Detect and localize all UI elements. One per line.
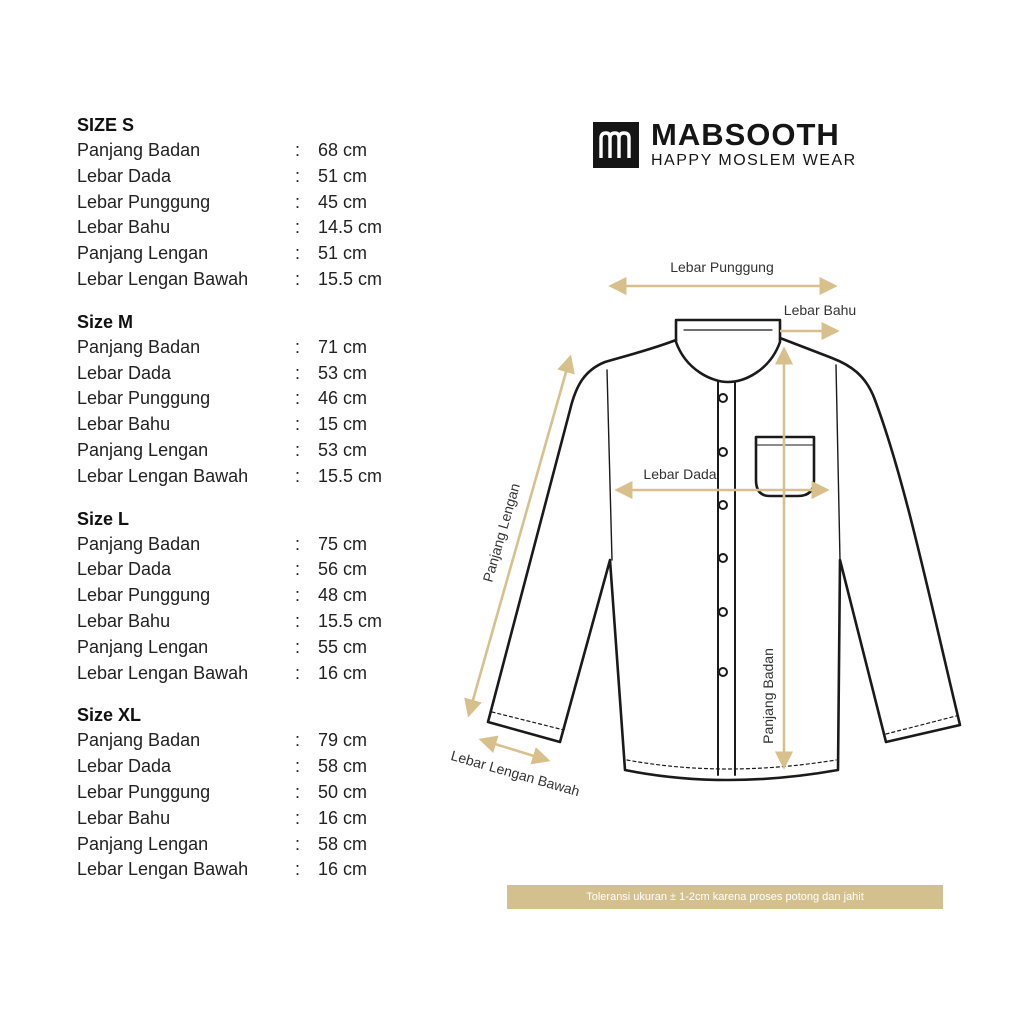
measurement-label: Panjang Lengan: [77, 833, 209, 854]
measurement-value: 16 cm: [318, 807, 368, 828]
size-title: Size XL: [77, 705, 142, 726]
measurement-value: 15.5 cm: [318, 268, 383, 289]
label-lebar-lengan-bawah: Lebar Lengan Bawah: [449, 747, 582, 800]
label-panjang-badan: Panjang Badan: [760, 648, 776, 744]
colon: :: [295, 662, 301, 683]
measurement-label: Lebar Bahu: [77, 414, 171, 435]
measurement-label: Lebar Dada: [77, 756, 172, 777]
measurement-label: Lebar Lengan Bawah: [77, 859, 249, 880]
measurement-value: 48 cm: [318, 585, 368, 606]
arrow-lebar-lengan-bawah: [482, 740, 547, 760]
measurement-value: 16 cm: [318, 662, 368, 683]
measurement-label: Lebar Dada: [77, 362, 172, 383]
label-lebar-dada: Lebar Dada: [643, 466, 717, 482]
measurement-label: Lebar Bahu: [77, 610, 171, 631]
colon: :: [295, 559, 301, 580]
shirt-outline: [488, 320, 960, 780]
right-cuff-line: [886, 716, 956, 734]
shirt-buttons: [719, 394, 727, 676]
measurement-label: Lebar Punggung: [77, 585, 211, 606]
brand-name: MABSOOTH: [651, 117, 840, 152]
measurement-label: Lebar Punggung: [77, 781, 211, 802]
measurement-value: 56 cm: [318, 559, 368, 580]
colon: :: [295, 781, 301, 802]
measurement-value: 53 cm: [318, 362, 368, 383]
size-title: Size L: [77, 508, 130, 529]
measurement-value: 79 cm: [318, 730, 368, 751]
tolerance-note: Toleransi ukuran ± 1-2cm karena proses potong dan jahit: [507, 885, 943, 909]
measurement-arrows: [469, 286, 836, 766]
measurement-value: 71 cm: [318, 336, 368, 357]
measurement-value: 46 cm: [318, 388, 368, 409]
shirt-button: [719, 501, 727, 509]
label-panjang-lengan: Panjang Lengan: [479, 481, 523, 584]
colon: :: [295, 465, 301, 486]
colon: :: [295, 191, 301, 212]
colon: :: [295, 859, 301, 880]
measurement-label: Panjang Badan: [77, 336, 201, 357]
measurement-label: Panjang Badan: [77, 140, 201, 160]
measurement-value: 15.5 cm: [318, 610, 383, 631]
measurement-label: Lebar Bahu: [77, 217, 171, 238]
measurement-value: 51 cm: [318, 243, 368, 264]
measurement-value: 58 cm: [318, 756, 368, 777]
label-lebar-bahu: Lebar Bahu: [783, 302, 857, 318]
colon: :: [295, 336, 301, 357]
measurement-value: 16 cm: [318, 859, 368, 880]
shirt-placket: [718, 382, 735, 775]
label-lebar-punggung: Lebar Punggung: [670, 259, 774, 275]
measurement-label: Lebar Lengan Bawah: [77, 662, 249, 683]
measurement-label: Lebar Punggung: [77, 191, 211, 212]
shirt-button: [719, 554, 727, 562]
measurement-label: Lebar Dada: [77, 165, 172, 186]
colon: :: [295, 833, 301, 854]
colon: :: [295, 362, 301, 383]
measurement-label: Lebar Lengan Bawah: [77, 465, 249, 486]
measurement-value: 15.5 cm: [318, 465, 383, 486]
measurement-label: Lebar Bahu: [77, 807, 171, 828]
colon: :: [295, 165, 301, 186]
shirt-button: [719, 394, 727, 402]
measurement-value: 75 cm: [318, 533, 368, 554]
colon: :: [295, 439, 301, 460]
measurement-value: 53 cm: [318, 439, 368, 460]
brand-tagline: HAPPY MOSLEM WEAR: [651, 152, 857, 169]
measurement-label: Panjang Badan: [77, 533, 201, 554]
shirt-button: [719, 608, 727, 616]
colon: :: [295, 243, 301, 264]
colon: :: [295, 585, 301, 606]
colon: :: [295, 140, 301, 160]
size-title: Size M: [77, 311, 134, 332]
measurement-label: Panjang Lengan: [77, 636, 209, 657]
measurement-value: 45 cm: [318, 191, 368, 212]
arrow-panjang-lengan: [469, 358, 570, 714]
colon: :: [295, 388, 301, 409]
shirt-collar: [676, 320, 780, 382]
colon: :: [295, 730, 301, 751]
measurement-value: 15 cm: [318, 414, 368, 435]
measurement-label: Panjang Lengan: [77, 439, 209, 460]
measurement-value: 14.5 cm: [318, 217, 383, 238]
left-side-seam: [607, 370, 612, 560]
colon: :: [295, 756, 301, 777]
measurement-label: Lebar Dada: [77, 559, 172, 580]
colon: :: [295, 636, 301, 657]
colon: :: [295, 807, 301, 828]
measurement-label: Panjang Lengan: [77, 243, 209, 264]
measurement-value: 51 cm: [318, 165, 368, 186]
shirt-button: [719, 448, 727, 456]
measurement-value: 58 cm: [318, 833, 368, 854]
colon: :: [295, 533, 301, 554]
hem-stitch: [627, 760, 836, 769]
right-side-seam: [836, 365, 840, 560]
size-title: SIZE S: [77, 115, 135, 135]
colon: :: [295, 217, 301, 238]
colon: :: [295, 268, 301, 289]
shirt-button: [719, 668, 727, 676]
measurement-value: 68 cm: [318, 140, 368, 160]
measurement-value: 55 cm: [318, 636, 368, 657]
measurement-value: 50 cm: [318, 781, 368, 802]
colon: :: [295, 414, 301, 435]
measurement-label: Lebar Lengan Bawah: [77, 268, 249, 289]
measurement-label: Panjang Badan: [77, 730, 201, 751]
colon: :: [295, 610, 301, 631]
measurement-label: Lebar Punggung: [77, 388, 211, 409]
